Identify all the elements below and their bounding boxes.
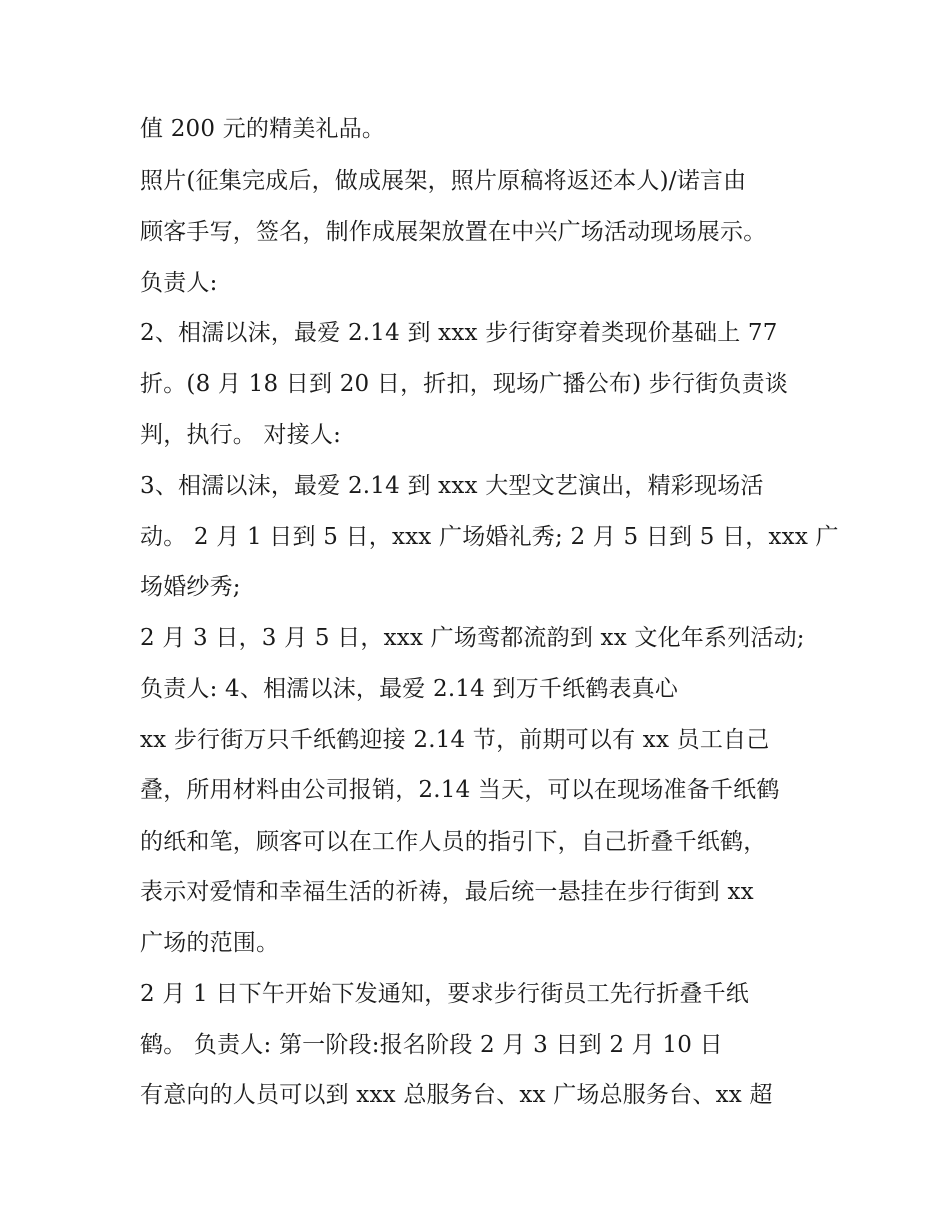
text-line: 折。(8 月 18 日到 20 日，折扣，现场广播公布) 步行街负责谈	[140, 371, 788, 397]
text-line: 场婚纱秀;	[140, 574, 241, 600]
text-line: 鹤。 负责人: 第一阶段:报名阶段 2 月 3 日到 2 月 10 日	[140, 1032, 723, 1058]
text-line: xx 步行街万只千纸鹤迎接 2.14 节，前期可以有 xx 员工自己	[140, 727, 770, 753]
text-line: 判，执行。 对接人:	[140, 422, 342, 448]
text-line: 叠，所用材料由公司报销，2.14 当天，可以在现场准备千纸鹤	[140, 777, 780, 803]
text-line: 表示对爱情和幸福生活的祈祷，最后统一悬挂在步行街到 xx	[140, 879, 754, 905]
text-line: 2、相濡以沫，最爱 2.14 到 xxx 步行街穿着类现价基础上 77	[140, 320, 778, 346]
text-line: 2 月 1 日下午开始下发通知，要求步行街员工先行折叠千纸	[140, 981, 749, 1007]
text-line: 广场的范围。	[140, 930, 280, 956]
text-line: 的纸和笔，顾客可以在工作人员的指引下，自己折叠千纸鹤，	[140, 829, 767, 855]
text-line: 照片(征集完成后，做成展架，照片原稿将返还本人)/诺言由	[140, 168, 747, 194]
text-line: 值 200 元的精美礼品。	[140, 116, 386, 142]
text-line: 2 月 3 日，3 月 5 日，xxx 广场鸾都流韵到 xx 文化年系列活动;	[140, 625, 805, 651]
text-line: 负责人:	[140, 270, 218, 296]
text-line: 有意向的人员可以到 xxx 总服务台、xx 广场总服务台、xx 超	[140, 1082, 773, 1108]
text-line: 负责人: 4、相濡以沫，最爱 2.14 到万千纸鹤表真心	[140, 676, 679, 702]
text-line: 3、相濡以沫，最爱 2.14 到 xxx 大型文艺演出，精彩现场活	[140, 473, 764, 499]
text-line: 动。 2 月 1 日到 5 日，xxx 广场婚礼秀; 2 月 5 日到 5 日，xxx 广	[140, 524, 839, 550]
text-line: 顾客手写，签名，制作成展架放置在中兴广场活动现场展示。	[140, 219, 767, 245]
